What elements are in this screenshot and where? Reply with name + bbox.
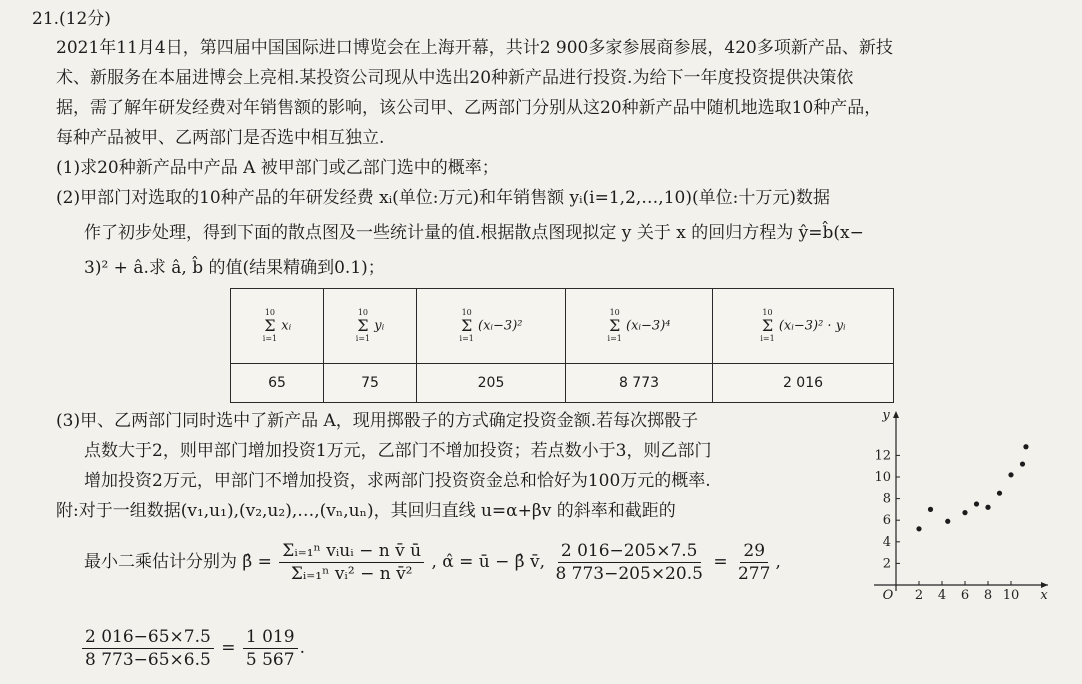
data-point: [985, 505, 990, 510]
header-expr: xᵢ: [281, 318, 292, 334]
y-tick-label: 4: [882, 534, 891, 550]
question-2-line-1: (2)甲部门对选取的10种产品的年研发经费 xᵢ(单位:万元)和年销售额 yᵢ(i=1,2,…,10)(单位:十万元)数据: [56, 188, 830, 208]
data-point: [962, 510, 967, 515]
calc-fraction-2: [82, 626, 214, 671]
sigma-symbol: 10 Σ i=1: [459, 308, 474, 343]
equals-sign: =: [221, 638, 236, 658]
statistics-table: [230, 288, 894, 403]
question-1: (1)求20种新产品中产品 A 被甲部门或乙部门选中的概率；: [56, 158, 499, 178]
result-2-numerator: 1 019: [243, 626, 298, 649]
header-expr: yᵢ: [374, 318, 385, 334]
intro-line-3: 据，需了解年研发经费对年销售额的影响，该公司甲、乙两部门分别从这20种新产品中随机地选取10种产品，: [56, 98, 882, 118]
x-tick-label: 2: [914, 588, 924, 603]
least-squares-formula: [84, 540, 781, 585]
y-tick-label: 12: [874, 448, 891, 464]
x-tick-label: 6: [960, 588, 970, 603]
comma: ,: [775, 552, 781, 572]
y-axis-arrow: [893, 411, 899, 418]
data-point: [1020, 461, 1025, 466]
statistics-header-row: [231, 289, 894, 364]
statistics-value-row: [231, 364, 894, 403]
y-axis-label: y: [882, 408, 890, 423]
header-expr: (xᵢ−3)⁴: [626, 318, 671, 334]
sigma-symbol: 10 Σ i=1: [355, 308, 371, 343]
second-calculation: [80, 626, 305, 671]
period: .: [299, 638, 305, 658]
beta-numerator: Σᵢ₌₁ⁿ vᵢuᵢ − n v̄ ū: [279, 540, 424, 563]
equals-sign: =: [713, 552, 728, 572]
data-point: [916, 526, 921, 531]
intro-line-4: 每种产品被甲、乙两部门是否选中相互独立.: [56, 128, 385, 148]
header-sum-sq: [417, 289, 566, 364]
question-2-line-3: 3)² + â.求 â, b̂ 的值(结果精确到0.1)；: [84, 258, 385, 278]
result-fraction-2: [243, 626, 298, 671]
x-tick-label: 10: [1002, 588, 1020, 603]
value-cell: 65: [231, 364, 324, 403]
result-fraction-1: [735, 540, 773, 585]
calc-1-denominator: 8 773−205×20.5: [555, 564, 703, 584]
result-2-denominator: 5 567: [245, 650, 295, 670]
value-cell: 2 016: [713, 364, 894, 403]
result-1-denominator: 277: [737, 564, 771, 584]
problem-number: 21.(12分): [32, 9, 111, 29]
data-point: [1008, 472, 1013, 477]
value-cell: 8 773: [566, 364, 713, 403]
calc-1-numerator: 2 016−205×7.5: [558, 540, 701, 563]
alpha-formula: , α̂ = ū − β̂ v̄,: [431, 552, 546, 572]
question-2-line-2: 作了初步处理，得到下面的散点图及一些统计量的值.根据散点图现拟定 y 关于 x 的回归方程为 ŷ=b̂(x−: [84, 223, 864, 243]
calc-2-denominator: 8 773−65×6.5: [85, 650, 211, 670]
value-cell: 205: [417, 364, 566, 403]
data-point: [928, 507, 933, 512]
beta-fraction: [279, 540, 424, 585]
calc-fraction-1: [552, 540, 705, 585]
header-expr: (xᵢ−3)² · yᵢ: [778, 318, 846, 334]
header-sum-y: [324, 289, 417, 364]
y-tick-label: 6: [882, 513, 891, 529]
calc-2-numerator: 2 016−65×7.5: [82, 626, 214, 649]
header-sum-sq-y: [713, 289, 894, 364]
beta-denominator: Σᵢ₌₁ⁿ vᵢ² − n v̄²: [290, 564, 413, 584]
intro-line-2: 术、新服务在本届进博会上亮相.某投资公司现从中选出20种新产品进行投资.为给下一年度投资提供决策依: [56, 68, 854, 88]
scatter-plot: [868, 405, 1053, 605]
sigma-symbol: 10 Σ i=1: [262, 308, 278, 343]
header-expr: (xᵢ−3)²: [478, 318, 523, 334]
header-sum-x: [231, 289, 324, 364]
x-axis-label: x: [1040, 588, 1048, 603]
value-cell: 75: [324, 364, 417, 403]
lsq-prefix: 最小二乘估计分别为 β̂ =: [84, 552, 272, 572]
data-point: [974, 501, 979, 506]
data-point: [945, 519, 950, 524]
appendix-line: 附:对于一组数据(v₁,u₁),(v₂,u₂),…,(vₙ,uₙ)，其回归直线 u=α+βv 的斜率和截距的: [56, 501, 676, 521]
data-point: [997, 491, 1002, 496]
y-tick-label: 2: [882, 556, 891, 572]
question-3-line-3: 增加投资2万元，甲部门不增加投资，求两部门投资资金总和恰好为100万元的概率.: [84, 471, 711, 491]
y-tick-label: 8: [882, 491, 891, 507]
header-sum-quartic: [566, 289, 713, 364]
origin-label: O: [882, 588, 894, 603]
data-point: [1023, 444, 1028, 449]
question-3-line-1: (3)甲、乙两部门同时选中了新产品 A，现用掷骰子的方式确定投资金额.若每次掷骰子: [56, 411, 699, 431]
x-tick-label: 4: [937, 588, 947, 603]
intro-line-1: 2021年11月4日，第四届中国国际进口博览会在上海开幕，共计2 900多家参展商参展，420多项新产品、新技: [56, 38, 893, 58]
result-1-numerator: 29: [740, 540, 768, 563]
x-tick-label: 8: [983, 588, 993, 603]
y-tick-label: 10: [874, 470, 891, 485]
question-3-line-2: 点数大于2，则甲部门增加投资1万元，乙部门不增加投资；若点数小于3，则乙部门: [84, 441, 712, 461]
sigma-symbol: 10 Σ i=1: [607, 308, 622, 343]
sigma-symbol: 10 Σ i=1: [760, 308, 775, 343]
